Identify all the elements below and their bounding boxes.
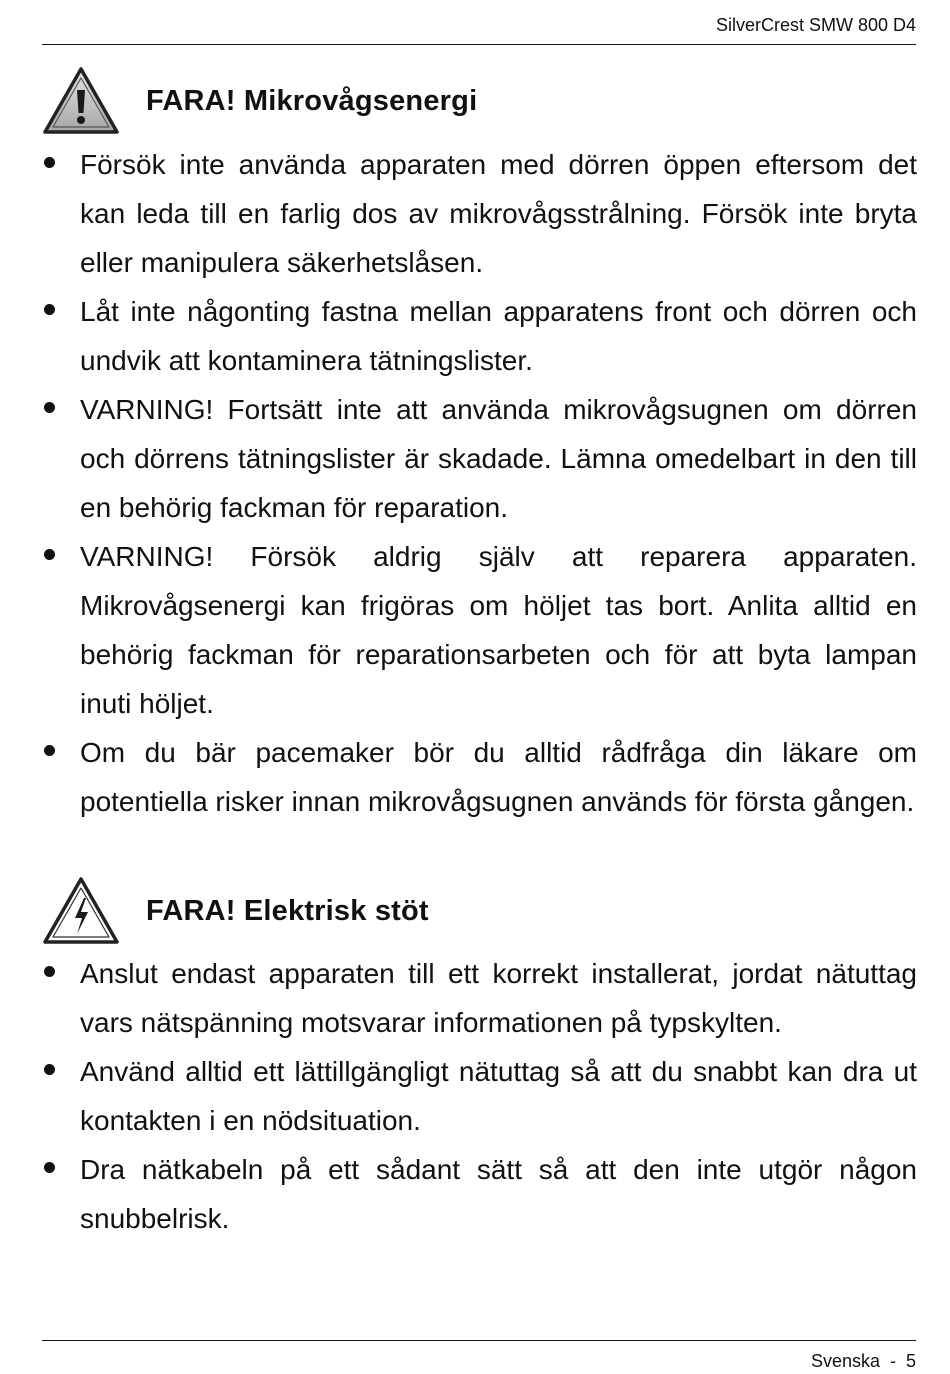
list-item: Anslut endast apparaten till ett korrekt installerat, jordat nätuttag vars nätspänning motsvarar informationen på typskylten. (40, 949, 917, 1047)
page-footer (42, 1340, 916, 1372)
page-header (42, 12, 916, 45)
bullet-icon (44, 966, 55, 977)
bullet-icon (44, 304, 55, 315)
section-heading-text: FARA! Elektrisk stöt (146, 894, 429, 927)
bullet-list-microwave (40, 140, 917, 826)
section-heading-microwave (42, 66, 477, 136)
list-item: VARNING! Fortsätt inte att använda mikrovågsugnen om dörren och dörrens tätningslister är skadade. Lämna omedelbart in den till en behörig fackman för reparation. (40, 385, 917, 532)
section-heading-text: FARA! Mikrovågsenergi (146, 84, 478, 117)
bullet-icon (44, 1064, 55, 1075)
list-item: Låt inte någonting fastna mellan apparatens front och dörren och undvik att kontaminera tätningslister. (40, 287, 917, 385)
bullet-icon (44, 402, 55, 413)
list-item: Dra nätkabeln på ett sådant sätt så att den inte utgör någon snubbelrisk. (40, 1145, 917, 1243)
bullet-icon (44, 549, 55, 560)
list-item: Använd alltid ett lättillgängligt nätuttag så att du snabbt kan dra ut kontakten i en nödsituation. (40, 1047, 917, 1145)
section-heading-electric (42, 876, 429, 946)
header-title: SilverCrest SMW 800 D4 (715, 15, 916, 35)
list-item: Försök inte använda apparaten med dörren öppen eftersom det kan leda till en farlig dos av mikrovågsstrålning. Försök inte bryta eller manipulera säkerhetslåsen. (40, 140, 917, 287)
list-item: Om du bär pacemaker bör du alltid rådfråga din läkare om potentiella risker innan mikrovågsugnen används för första gången. (40, 728, 917, 826)
bullet-list-electric (40, 949, 917, 1243)
list-item: VARNING! Försök aldrig själv att reparera apparaten. Mikrovågsenergi kan frigöras om höljet tas bort. Anlita alltid en behörig fackman för reparationsarbeten och för att byta lampan inuti höljet. (40, 532, 917, 728)
page-number: Svenska - 5 (810, 1351, 916, 1371)
electric-shock-warning-icon (42, 876, 120, 946)
warning-exclamation-icon (42, 66, 120, 136)
bullet-icon (44, 1162, 55, 1173)
bullet-icon (44, 745, 55, 756)
bullet-icon (44, 157, 55, 168)
